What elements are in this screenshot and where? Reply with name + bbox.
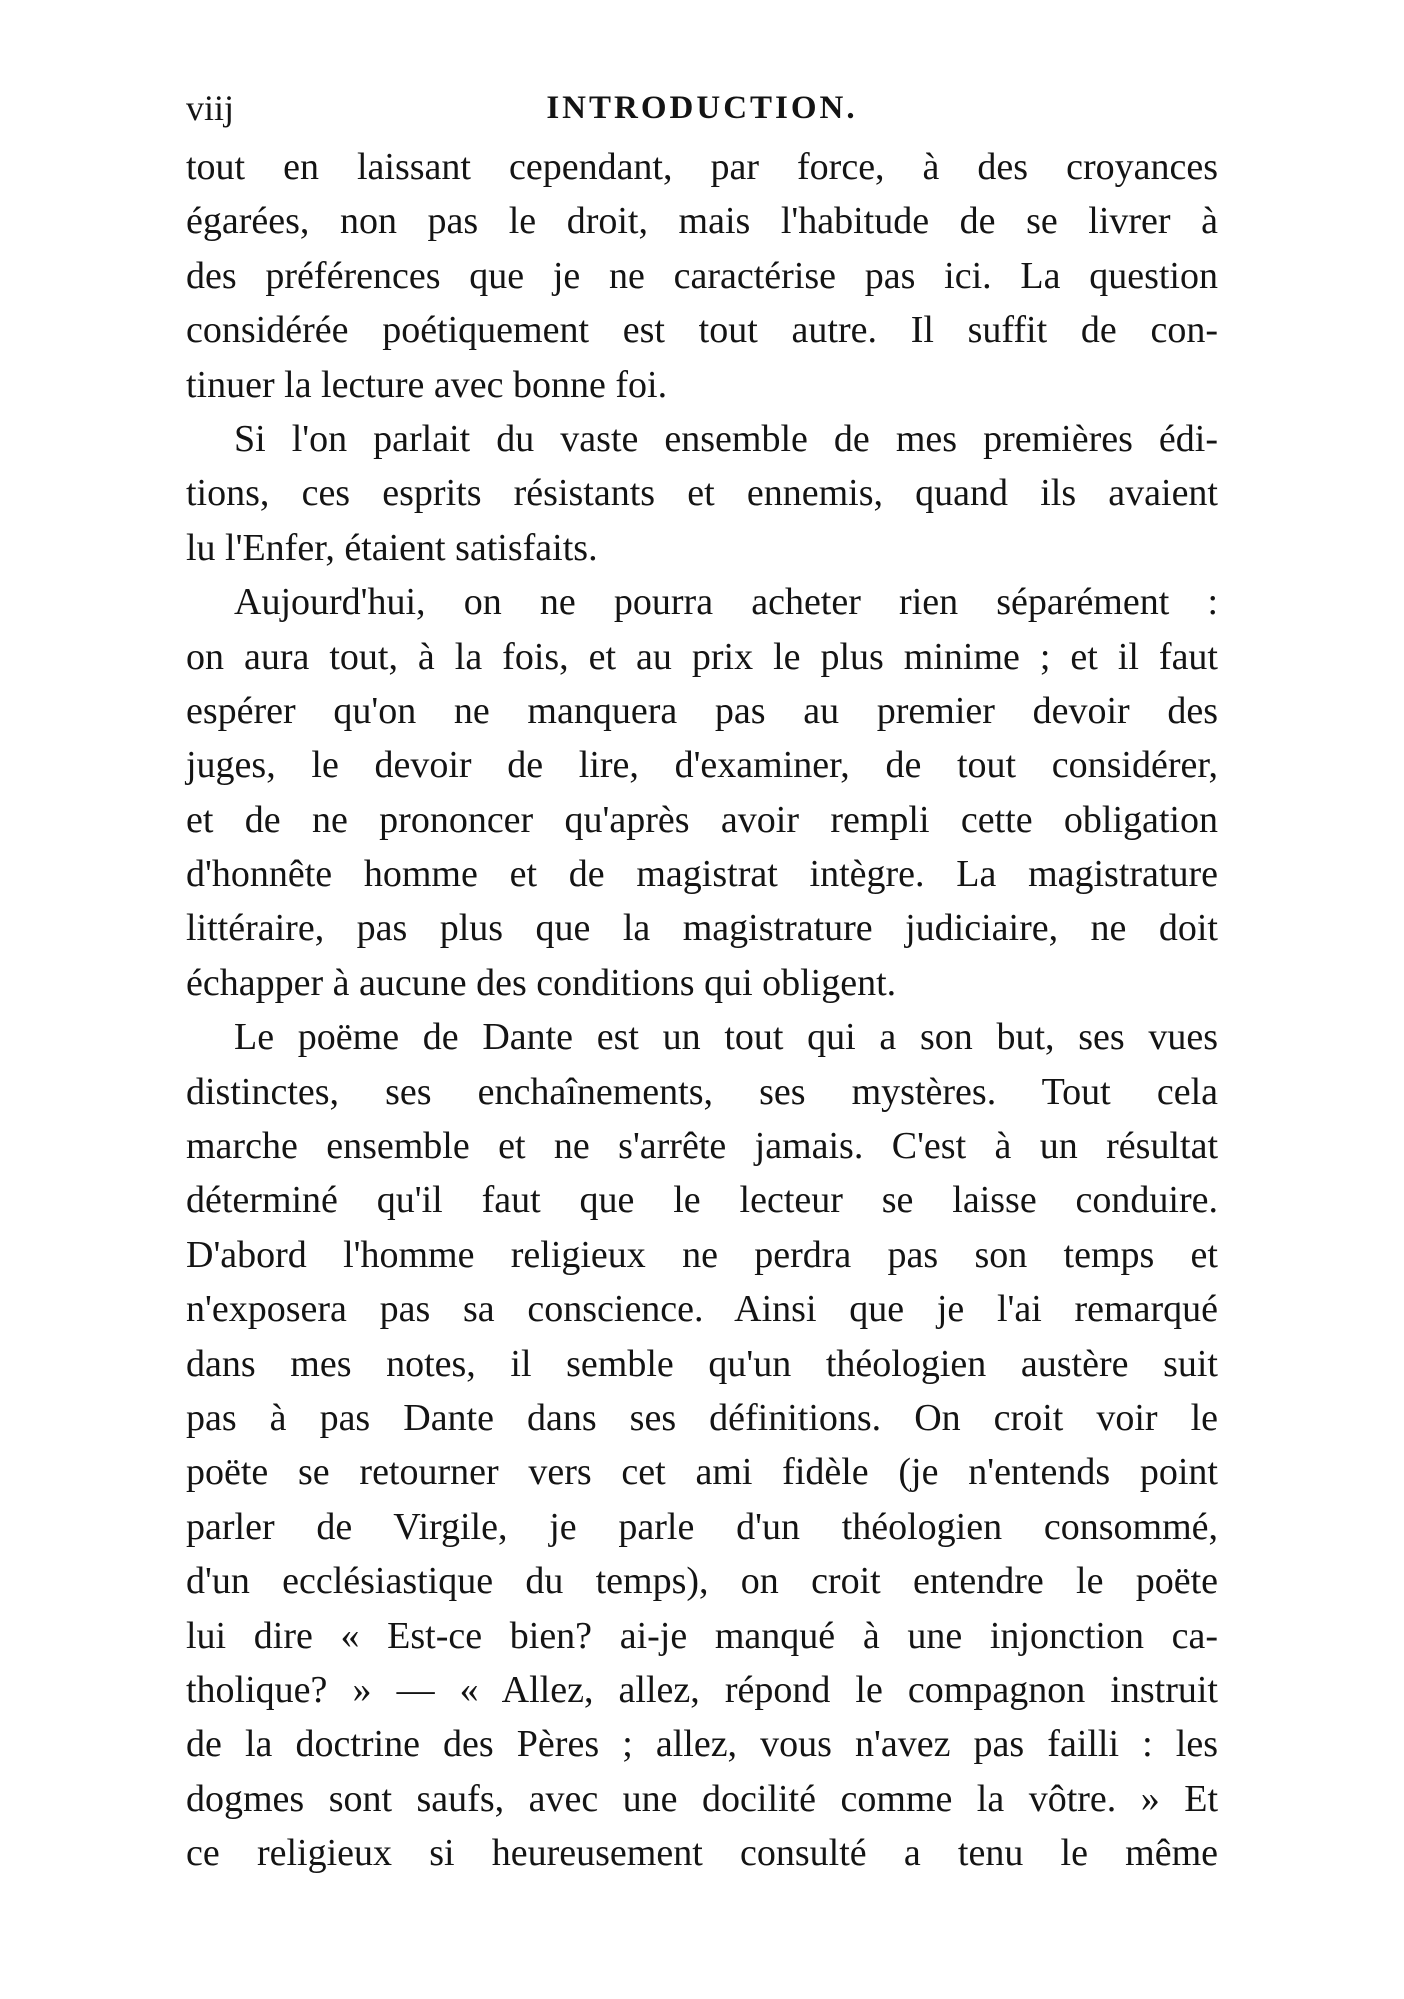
running-head (186, 82, 1218, 134)
text-line: d'honnête homme et de magistrat intègre. La magistrature (186, 853, 1218, 896)
text-line: échapper à aucune des conditions qui obligent. (186, 961, 897, 1004)
text-line: égarées, non pas le droit, mais l'habitude de se livrer à (186, 200, 1218, 243)
text-line: n'exposera pas sa conscience. Ainsi que je l'ai remarqué (186, 1288, 1218, 1331)
text-line: ce religieux si heureusement consulté a tenu le même (186, 1832, 1218, 1875)
section-title: INTRODUCTION. (546, 90, 858, 126)
text-line: espérer qu'on ne manquera pas au premier devoir des (186, 689, 1218, 732)
text-line: lui dire « Est-ce bien? ai-je manqué à une injonction ca- (186, 1614, 1218, 1657)
text-line: Si l'on parlait du vaste ensemble de mes premières édi- (234, 417, 1218, 460)
paragraph-1 (186, 140, 1218, 412)
text-line: poëte se retourner vers cet ami fidèle (je n'entends point (186, 1451, 1218, 1494)
text-line: D'abord l'homme religieux ne perdra pas son temps et (186, 1233, 1218, 1276)
text-line: marche ensemble et ne s'arrête jamais. C'est à un résultat (186, 1125, 1218, 1168)
text-line: Le poëme de Dante est un tout qui a son but, ses vues (234, 1016, 1218, 1059)
body-text (186, 140, 1218, 1881)
text-line: tholique? » — « Allez, allez, répond le compagnon instruit (186, 1668, 1218, 1711)
text-line: tions, ces esprits résistants et ennemis, quand ils avaient (186, 472, 1218, 515)
text-line: pas à pas Dante dans ses définitions. On croit voir le (186, 1396, 1218, 1439)
text-line: parler de Virgile, je parle d'un théologien consommé, (186, 1505, 1218, 1548)
text-line: dogmes sont saufs, avec une docilité comme la vôtre. » Et (186, 1777, 1218, 1820)
text-line: des préférences que je ne caractérise pas ici. La question (186, 254, 1218, 297)
paragraph-2 (186, 412, 1218, 575)
text-line: tinuer la lecture avec bonne foi. (186, 363, 668, 406)
text-line: distinctes, ses enchaînements, ses mystères. Tout cela (186, 1070, 1218, 1113)
text-line: juges, le devoir de lire, d'examiner, de tout considérer, (186, 744, 1218, 787)
text-line: dans mes notes, il semble qu'un théologien austère suit (186, 1342, 1218, 1385)
text-line: littéraire, pas plus que la magistrature judiciaire, ne doit (186, 907, 1218, 950)
text-line: lu l'Enfer, étaient satisfaits. (186, 526, 598, 569)
text-line: et de ne prononcer qu'après avoir rempli cette obligation (186, 798, 1218, 841)
text-line: d'un ecclésiastique du temps), on croit entendre le poëte (186, 1560, 1218, 1603)
paragraph-3 (186, 575, 1218, 1010)
page-number: viij (186, 88, 235, 128)
paragraph-4 (186, 1010, 1218, 1880)
text-line: on aura tout, à la fois, et au prix le plus minime ; et il faut (186, 635, 1218, 678)
text-line: de la doctrine des Pères ; allez, vous n'avez pas failli : les (186, 1723, 1218, 1766)
text-line: considérée poétiquement est tout autre. Il suffit de con- (186, 309, 1218, 352)
text-line: tout en laissant cependant, par force, à des croyances (186, 146, 1218, 188)
text-line: déterminé qu'il faut que le lecteur se laisse conduire. (186, 1179, 1218, 1222)
text-line: Aujourd'hui, on ne pourra acheter rien séparément : (234, 581, 1218, 624)
